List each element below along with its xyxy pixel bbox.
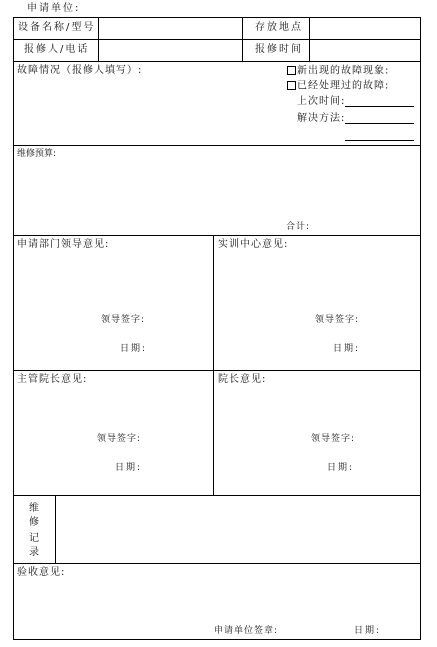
applicant-unit-label: 申请单位: [27,3,81,14]
president-opinion-title: 院长意见: [218,374,267,385]
training-center-date-label: 日期: [333,344,361,354]
president-date-label: 日期: [327,463,355,473]
repair-record-char: 维 [29,503,39,514]
fault-section-title: 故障情况（报修人填写）: [17,65,143,76]
dept-leader-date-label: 日期: [120,344,148,354]
acceptance-date-label: 日期: [354,626,382,636]
new-fault-option[interactable]: 新出现的故障现象: [287,66,389,77]
report-time-field[interactable] [310,40,420,61]
solution-field-line1[interactable] [345,123,414,124]
repair-record-char: 录 [29,547,39,558]
acceptance-opinion-title: 验收意见: [17,567,66,578]
training-center-opinion-title: 实训中心意见: [218,239,289,250]
dept-leader-sign-label: 领导签字: [101,315,146,325]
solution-label: 解决方法: [297,113,346,124]
president-sign-label: 领导签字: [311,434,356,444]
vp-sign-label: 领导签字: [97,434,142,444]
repair-record-char: 记 [29,533,39,544]
storage-location-field[interactable] [310,18,420,39]
device-name-label: 设备名称/型号 [18,22,96,33]
reporter-phone-field[interactable] [99,40,242,61]
training-center-sign-label: 领导签字: [315,315,360,325]
handled-fault-checkbox[interactable] [287,81,296,90]
storage-location-label: 存放地点 [255,22,303,33]
report-time-label: 报修时间 [255,44,303,55]
dept-leader-opinion-title: 申请部门领导意见: [17,239,110,250]
repair-record-char: 修 [29,517,39,528]
device-name-field[interactable] [99,18,242,39]
repair-record-field[interactable] [56,496,420,563]
applicant-seal-label: 申请单位签章: [214,626,279,636]
last-time-label: 上次时间: [297,96,346,107]
vp-opinion-title: 主管院长意见: [17,374,88,385]
handled-fault-option[interactable]: 已经处理过的故障: [287,81,389,92]
last-time-field[interactable] [345,106,414,107]
reporter-phone-label: 报修人/电话 [24,44,90,55]
budget-total-label: 合计: [286,222,311,232]
new-fault-checkbox[interactable] [287,66,296,75]
vp-date-label: 日期: [115,463,143,473]
budget-title: 维修预算: [17,149,57,159]
solution-field-line2[interactable] [345,140,414,141]
